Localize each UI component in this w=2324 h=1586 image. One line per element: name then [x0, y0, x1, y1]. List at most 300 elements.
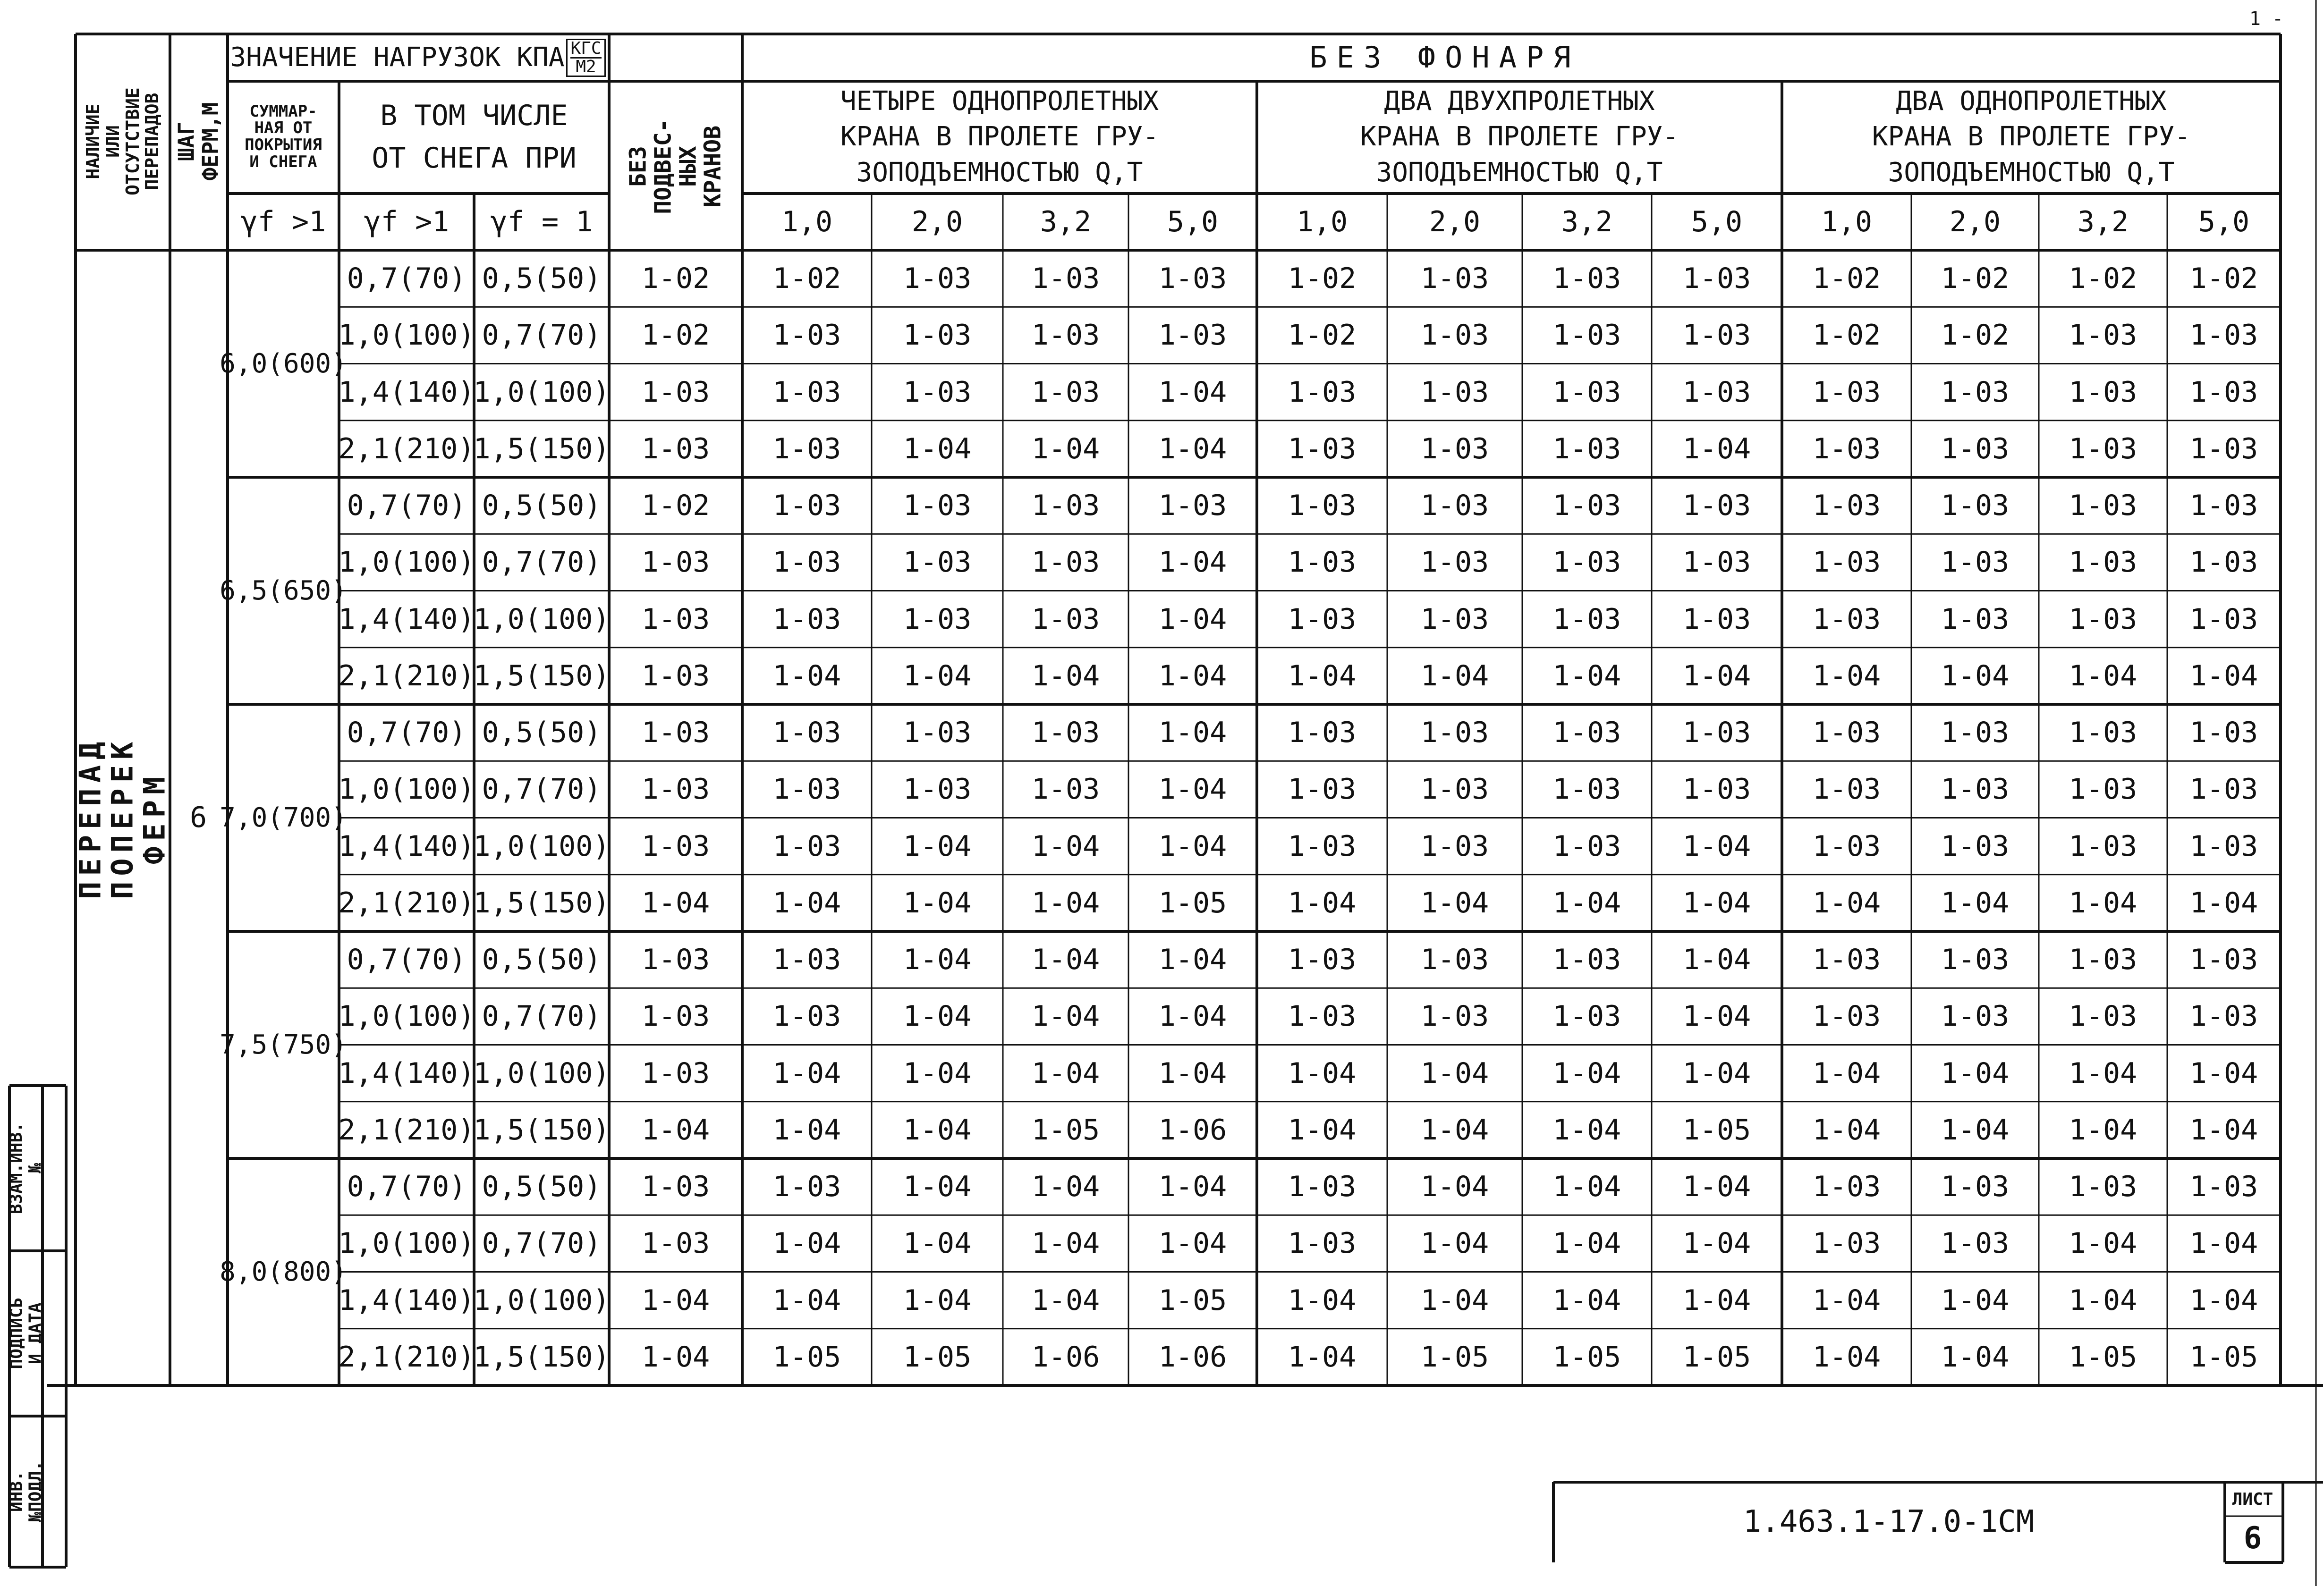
- truss-mark-cell: 1-03: [2189, 1000, 2258, 1033]
- truss-mark-cell: 1-04: [1420, 1283, 1489, 1317]
- snow-load-gt1-value: 2,1(210): [338, 886, 475, 920]
- truss-mark-cell: 1-04: [1420, 1113, 1489, 1147]
- truss-mark-cell: 1-03: [1031, 319, 1100, 352]
- truss-mark-cell: 1-04: [1158, 773, 1227, 806]
- truss-mark-cell: 1-04: [2189, 1113, 2258, 1147]
- truss-mark-cell: 1-04: [2069, 1227, 2137, 1260]
- truss-mark-cell: 1-03: [1288, 1227, 1357, 1260]
- snow-load-gt1-value: 1,0(100): [338, 773, 475, 806]
- capacity-header-cell: 2,0: [911, 205, 963, 238]
- step-value: 6: [189, 801, 207, 834]
- truss-mark-cell: 1-03: [641, 375, 710, 409]
- truss-mark-cell: 1-05: [1682, 1113, 1751, 1147]
- truss-mark-cell: 1-03: [1812, 546, 1881, 579]
- snow-load-gt1-value: 2,1(210): [338, 432, 475, 465]
- gamma-snow-gt-header: γf >1: [364, 205, 450, 238]
- truss-mark-cell: 1-03: [1812, 602, 1881, 636]
- truss-mark-cell: 1-03: [2069, 546, 2137, 579]
- truss-mark-cell: 1-03: [1288, 375, 1357, 409]
- truss-mark-cell: 1-03: [1812, 829, 1881, 863]
- truss-mark-cell: 1-04: [1682, 1283, 1751, 1317]
- truss-mark-cell: 1-04: [1288, 659, 1357, 692]
- truss-mark-cell: 1-04: [641, 886, 710, 920]
- truss-mark-cell: 1-02: [1812, 262, 1881, 295]
- capacity-header-cell: 1,0: [1821, 205, 1873, 238]
- truss-mark-cell: 1-04: [1941, 1056, 2010, 1090]
- stamp-signature-date: ПОДПИСЬ И ДАТА: [7, 1298, 45, 1369]
- truss-mark-cell: 1-03: [1552, 546, 1621, 579]
- truss-mark-cell: 1-03: [1288, 432, 1357, 465]
- truss-mark-cell: 1-03: [1158, 262, 1227, 295]
- truss-mark-cell: 1-04: [2189, 1056, 2258, 1090]
- truss-mark-cell: 1-03: [2189, 432, 2258, 465]
- truss-mark-cell: 1-04: [772, 886, 841, 920]
- snow-load-gt1-value: 1,4(140): [338, 602, 475, 636]
- capacity-header-cell: 3,2: [2077, 205, 2129, 238]
- truss-mark-cell: 1-03: [1420, 489, 1489, 523]
- truss-mark-cell: 1-02: [772, 262, 841, 295]
- truss-mark-cell: 1-04: [1552, 1227, 1621, 1260]
- truss-mark-cell: 1-02: [641, 319, 710, 352]
- truss-mark-cell: 1-04: [1158, 375, 1227, 409]
- including-snow-header: В ТОМ ЧИСЛЕ ОТ СНЕГА ПРИ: [372, 99, 577, 175]
- truss-mark-cell: 1-03: [772, 546, 841, 579]
- truss-mark-cell: 1-04: [1682, 1227, 1751, 1260]
- truss-mark-cell: 1-03: [1420, 262, 1489, 295]
- truss-mark-cell: 1-02: [2189, 262, 2258, 295]
- truss-mark-cell: 1-03: [1552, 319, 1621, 352]
- snow-load-eq1-value: 0,7(70): [482, 1000, 602, 1033]
- snow-load-gt1-value: 0,7(70): [347, 716, 466, 750]
- truss-mark-cell: 1-03: [2069, 716, 2137, 750]
- truss-mark-cell: 1-03: [772, 375, 841, 409]
- truss-mark-cell: 1-04: [1812, 1340, 1881, 1374]
- snow-load-gt1-value: 1,0(100): [338, 546, 475, 579]
- truss-mark-cell: 1-04: [1682, 1170, 1751, 1204]
- truss-mark-cell: 1-04: [1031, 1000, 1100, 1033]
- truss-mark-cell: 1-04: [1288, 1056, 1357, 1090]
- truss-mark-cell: 1-04: [2069, 1056, 2137, 1090]
- truss-mark-cell: 1-04: [2189, 1283, 2258, 1317]
- truss-mark-cell: 1-04: [2189, 659, 2258, 692]
- truss-mark-cell: 1-04: [1420, 659, 1489, 692]
- truss-mark-cell: 1-05: [903, 1340, 972, 1374]
- truss-mark-cell: 1-03: [772, 1170, 841, 1204]
- truss-mark-cell: 1-05: [1552, 1340, 1621, 1374]
- truss-mark-cell: 1-03: [1552, 602, 1621, 636]
- truss-mark-cell: 1-04: [1552, 659, 1621, 692]
- truss-mark-cell: 1-03: [772, 432, 841, 465]
- truss-mark-cell: 1-04: [903, 432, 972, 465]
- truss-mark-cell: 1-03: [641, 659, 710, 692]
- truss-mark-cell: 1-02: [1941, 262, 2010, 295]
- truss-mark-cell: 1-03: [1420, 546, 1489, 579]
- truss-mark-cell: 1-04: [903, 1000, 972, 1033]
- truss-mark-cell: 1-03: [641, 943, 710, 977]
- sheet-label: ЛИСТ: [2232, 1490, 2273, 1510]
- truss-mark-cell: 1-04: [1158, 943, 1227, 977]
- truss-mark-cell: 1-04: [1420, 1227, 1489, 1260]
- snow-load-eq1-value: 0,7(70): [482, 773, 602, 806]
- capacity-header-cell: 1,0: [781, 205, 833, 238]
- truss-mark-cell: 1-03: [1158, 489, 1227, 523]
- total-load-value: 6,5(650): [220, 575, 347, 606]
- truss-mark-cell: 1-03: [1812, 1227, 1881, 1260]
- truss-mark-cell: 1-03: [1941, 773, 2010, 806]
- truss-mark-cell: 1-04: [1031, 1227, 1100, 1260]
- truss-mark-cell: 1-04: [1031, 1056, 1100, 1090]
- truss-mark-cell: 1-04: [2069, 659, 2137, 692]
- truss-mark-cell: 1-03: [1941, 943, 2010, 977]
- snow-load-gt1-value: 2,1(210): [338, 1340, 475, 1374]
- truss-mark-cell: 1-03: [1941, 432, 2010, 465]
- truss-mark-cell: 1-03: [1420, 1000, 1489, 1033]
- truss-mark-cell: 1-04: [1031, 886, 1100, 920]
- truss-mark-cell: 1-03: [2189, 546, 2258, 579]
- truss-mark-cell: 1-04: [1552, 1170, 1621, 1204]
- snow-load-eq1-value: 0,7(70): [482, 546, 602, 579]
- truss-mark-cell: 1-03: [2189, 1170, 2258, 1204]
- snow-load-eq1-value: 0,5(50): [482, 943, 602, 977]
- truss-mark-cell: 1-03: [1682, 546, 1751, 579]
- truss-mark-cell: 1-03: [1031, 375, 1100, 409]
- truss-mark-cell: 1-02: [1288, 262, 1357, 295]
- truss-mark-cell: 1-04: [903, 943, 972, 977]
- truss-mark-cell: 1-05: [1158, 1283, 1227, 1317]
- truss-mark-cell: 1-03: [903, 773, 972, 806]
- truss-mark-cell: 1-03: [1031, 262, 1100, 295]
- truss-mark-cell: 1-04: [1031, 1283, 1100, 1317]
- truss-mark-cell: 1-04: [641, 1283, 710, 1317]
- truss-mark-cell: 1-04: [1158, 546, 1227, 579]
- truss-mark-cell: 1-04: [772, 1113, 841, 1147]
- truss-mark-cell: 1-04: [1682, 659, 1751, 692]
- truss-mark-cell: 1-03: [1031, 716, 1100, 750]
- truss-mark-cell: 1-03: [772, 773, 841, 806]
- truss-mark-cell: 1-03: [903, 716, 972, 750]
- truss-mark-cell: 1-04: [1158, 659, 1227, 692]
- truss-mark-cell: 1-04: [1552, 886, 1621, 920]
- snow-load-gt1-value: 1,0(100): [338, 319, 475, 352]
- gamma-snow-eq-header: γf = 1: [490, 205, 593, 238]
- capacity-header-cell: 2,0: [1949, 205, 2001, 238]
- truss-mark-cell: 1-03: [1420, 773, 1489, 806]
- snow-load-gt1-value: 0,7(70): [347, 262, 466, 295]
- truss-mark-cell: 1-03: [772, 943, 841, 977]
- truss-mark-cell: 1-03: [1552, 1000, 1621, 1033]
- capacity-header-cell: 2,0: [1429, 205, 1481, 238]
- truss-mark-cell: 1-06: [1158, 1113, 1227, 1147]
- sheet-number: 6: [2243, 1520, 2262, 1556]
- crane-group-header-3: ДВА ОДНОПРОЛЕТНЫХ КРАНА В ПРОЛЕТЕ ГРУ- ЗОПОДЪЕМНОСТЬЮ Q,Т: [1872, 85, 2191, 188]
- truss-mark-cell: 1-03: [2189, 319, 2258, 352]
- truss-mark-cell: 1-04: [772, 659, 841, 692]
- truss-mark-cell: 1-03: [772, 319, 841, 352]
- truss-mark-cell: 1-02: [2069, 262, 2137, 295]
- truss-mark-cell: 1-03: [1288, 943, 1357, 977]
- presence-value: ПЕРЕПАД ПОПЕРЕК ФЕРМ: [73, 736, 172, 900]
- truss-mark-cell: 1-03: [641, 1056, 710, 1090]
- truss-mark-cell: 1-03: [772, 716, 841, 750]
- truss-mark-cell: 1-03: [1812, 1170, 1881, 1204]
- truss-mark-cell: 1-04: [1941, 886, 2010, 920]
- total-load-value: 7,5(750): [220, 1029, 347, 1060]
- snow-load-eq1-value: 0,5(50): [482, 1170, 602, 1204]
- truss-mark-cell: 1-03: [1941, 829, 2010, 863]
- truss-mark-cell: 1-03: [641, 432, 710, 465]
- truss-mark-cell: 1-03: [903, 375, 972, 409]
- truss-mark-cell: 1-03: [641, 829, 710, 863]
- truss-mark-cell: 1-04: [1158, 829, 1227, 863]
- truss-mark-cell: 1-03: [903, 489, 972, 523]
- truss-mark-cell: 1-04: [2069, 886, 2137, 920]
- truss-mark-cell: 1-04: [1812, 1056, 1881, 1090]
- truss-mark-cell: 1-03: [2189, 716, 2258, 750]
- truss-mark-cell: 1-03: [1682, 773, 1751, 806]
- truss-mark-cell: 1-03: [1552, 716, 1621, 750]
- snow-load-eq1-value: 1,5(150): [473, 432, 610, 465]
- truss-mark-cell: 1-03: [1288, 716, 1357, 750]
- truss-mark-cell: 1-04: [1812, 886, 1881, 920]
- capacity-header-cell: 3,2: [1561, 205, 1613, 238]
- truss-mark-cell: 1-03: [641, 716, 710, 750]
- snow-load-gt1-value: 0,7(70): [347, 1170, 466, 1204]
- truss-mark-cell: 1-04: [903, 1056, 972, 1090]
- truss-mark-cell: 1-04: [1031, 432, 1100, 465]
- truss-mark-cell: 1-04: [1812, 1283, 1881, 1317]
- truss-mark-cell: 1-04: [1031, 943, 1100, 977]
- truss-mark-cell: 1-03: [1420, 602, 1489, 636]
- truss-mark-cell: 1-04: [1552, 1113, 1621, 1147]
- truss-mark-cell: 1-02: [641, 262, 710, 295]
- truss-mark-cell: 1-03: [1288, 1000, 1357, 1033]
- truss-mark-cell: 1-03: [1031, 773, 1100, 806]
- gamma-total-header: γf >1: [240, 205, 326, 238]
- truss-mark-cell: 1-04: [1812, 1113, 1881, 1147]
- truss-mark-cell: 1-03: [1941, 375, 2010, 409]
- truss-mark-cell: 1-05: [772, 1340, 841, 1374]
- truss-mark-cell: 1-03: [1158, 319, 1227, 352]
- truss-mark-cell: 1-04: [2189, 1227, 2258, 1260]
- truss-mark-cell: 1-03: [1420, 319, 1489, 352]
- truss-mark-cell: 1-04: [641, 1113, 710, 1147]
- truss-mark-cell: 1-04: [1941, 1283, 2010, 1317]
- truss-mark-cell: 1-03: [2189, 773, 2258, 806]
- truss-mark-cell: 1-03: [1941, 716, 2010, 750]
- truss-mark-cell: 1-04: [1682, 1056, 1751, 1090]
- truss-mark-cell: 1-03: [1941, 602, 2010, 636]
- presence-column-header: НАЛИЧИЕ ИЛИ ОТСУТСТВИЕ ПЕРЕПАДОВ: [82, 87, 162, 196]
- truss-mark-cell: 1-04: [1158, 1000, 1227, 1033]
- snow-load-eq1-value: 1,0(100): [473, 829, 610, 863]
- snow-load-eq1-value: 1,0(100): [473, 1056, 610, 1090]
- truss-mark-cell: 1-04: [903, 659, 972, 692]
- truss-mark-cell: 1-04: [1288, 886, 1357, 920]
- truss-mark-cell: 1-03: [1288, 773, 1357, 806]
- truss-mark-cell: 1-02: [1941, 319, 2010, 352]
- capacity-header-cell: 3,2: [1040, 205, 1092, 238]
- truss-mark-cell: 1-04: [1158, 1227, 1227, 1260]
- truss-mark-cell: 1-04: [1552, 1056, 1621, 1090]
- snow-load-gt1-value: 1,4(140): [338, 375, 475, 409]
- truss-mark-cell: 1-03: [1941, 489, 2010, 523]
- snow-load-eq1-value: 1,0(100): [473, 375, 610, 409]
- truss-mark-cell: 1-03: [2189, 489, 2258, 523]
- total-load-value: 7,0(700): [220, 802, 347, 833]
- truss-mark-cell: 1-03: [1812, 489, 1881, 523]
- truss-mark-cell: 1-04: [1158, 716, 1227, 750]
- truss-mark-cell: 1-03: [1552, 489, 1621, 523]
- truss-mark-cell: 1-03: [2069, 319, 2137, 352]
- truss-mark-cell: 1-03: [772, 829, 841, 863]
- document-code: 1.463.1-17.0-1CM: [1743, 1504, 2035, 1540]
- snow-load-eq1-value: 1,0(100): [473, 602, 610, 636]
- truss-mark-cell: 1-04: [772, 1056, 841, 1090]
- truss-mark-cell: 1-04: [1812, 659, 1881, 692]
- snow-load-gt1-value: 1,4(140): [338, 1283, 475, 1317]
- truss-mark-cell: 1-04: [772, 1283, 841, 1317]
- loads-unit-fraction: $\frac{\text{КГС}}{М2}$: [566, 39, 605, 77]
- total-load-header: СУММАР- НАЯ ОТ ПОКРЫТИЯ И СНЕГА: [245, 101, 322, 171]
- truss-mark-cell: 1-02: [641, 489, 710, 523]
- total-load-value: 8,0(800): [220, 1257, 347, 1287]
- truss-mark-cell: 1-04: [903, 1227, 972, 1260]
- truss-mark-cell: 1-03: [1941, 1170, 2010, 1204]
- total-load-value: 6,0(600): [220, 348, 347, 379]
- truss-mark-cell: 1-03: [2069, 829, 2137, 863]
- truss-mark-cell: 1-04: [1682, 1000, 1751, 1033]
- snow-load-gt1-value: 0,7(70): [347, 489, 466, 523]
- truss-mark-cell: 1-03: [2069, 773, 2137, 806]
- truss-mark-cell: 1-03: [1812, 773, 1881, 806]
- snow-load-gt1-value: 2,1(210): [338, 1113, 475, 1147]
- truss-mark-cell: 1-03: [903, 319, 972, 352]
- step-column-header: ШАГ ФЕРМ,М: [173, 102, 223, 181]
- truss-mark-cell: 1-03: [1420, 432, 1489, 465]
- truss-mark-cell: 1-03: [1682, 602, 1751, 636]
- truss-mark-cell: 1-04: [2069, 1283, 2137, 1317]
- truss-mark-cell: 1-03: [641, 1000, 710, 1033]
- truss-mark-cell: 1-04: [1682, 886, 1751, 920]
- snow-load-eq1-value: 0,5(50): [482, 716, 602, 750]
- truss-mark-cell: 1-03: [2189, 943, 2258, 977]
- snow-load-eq1-value: 1,0(100): [473, 1283, 610, 1317]
- truss-mark-cell: 1-06: [1031, 1340, 1100, 1374]
- truss-mark-cell: 1-04: [772, 1227, 841, 1260]
- truss-mark-cell: 1-03: [641, 602, 710, 636]
- truss-mark-cell: 1-03: [1031, 489, 1100, 523]
- snow-load-gt1-value: 1,4(140): [338, 1056, 475, 1090]
- snow-load-eq1-value: 1,5(150): [473, 886, 610, 920]
- truss-mark-cell: 1-04: [1682, 432, 1751, 465]
- corner-mark: 1 -: [2249, 8, 2284, 30]
- capacity-header-cell: 5,0: [1691, 205, 1743, 238]
- truss-mark-cell: 1-03: [1288, 602, 1357, 636]
- truss-mark-cell: 1-05: [1420, 1340, 1489, 1374]
- truss-mark-cell: 1-04: [1552, 1283, 1621, 1317]
- truss-mark-cell: 1-03: [641, 773, 710, 806]
- capacity-header-cell: 5,0: [1167, 205, 1219, 238]
- truss-mark-cell: 1-02: [1812, 319, 1881, 352]
- snow-load-eq1-value: 0,5(50): [482, 489, 602, 523]
- truss-mark-cell: 1-04: [903, 829, 972, 863]
- crane-group-header-1: ЧЕТЫРЕ ОДНОПРОЛЕТНЫХ КРАНА В ПРОЛЕТЕ ГРУ- ЗОПОДЪЕМНОСТЬЮ Q,Т: [840, 85, 1159, 188]
- truss-mark-cell: 1-04: [903, 1170, 972, 1204]
- snow-load-eq1-value: 1,5(150): [473, 1113, 610, 1147]
- snow-load-eq1-value: 1,5(150): [473, 659, 610, 692]
- truss-mark-cell: 1-04: [1288, 1283, 1357, 1317]
- snow-load-gt1-value: 1,0(100): [338, 1000, 475, 1033]
- truss-mark-cell: 1-04: [1158, 432, 1227, 465]
- truss-mark-cell: 1-03: [1420, 375, 1489, 409]
- truss-mark-cell: 1-04: [1682, 943, 1751, 977]
- truss-mark-cell: 1-04: [1941, 659, 2010, 692]
- truss-mark-cell: 1-03: [1288, 1170, 1357, 1204]
- truss-mark-cell: 1-03: [772, 602, 841, 636]
- truss-mark-cell: 1-03: [1812, 716, 1881, 750]
- truss-mark-cell: 1-04: [1158, 1056, 1227, 1090]
- truss-mark-cell: 1-03: [1682, 489, 1751, 523]
- truss-mark-cell: 1-03: [1682, 319, 1751, 352]
- truss-mark-cell: 1-04: [1031, 659, 1100, 692]
- truss-mark-cell: 1-04: [1031, 829, 1100, 863]
- truss-mark-cell: 1-05: [1031, 1113, 1100, 1147]
- truss-mark-cell: 1-03: [1812, 1000, 1881, 1033]
- truss-mark-cell: 1-04: [641, 1340, 710, 1374]
- truss-mark-cell: 1-03: [1552, 262, 1621, 295]
- truss-mark-cell: 1-03: [641, 546, 710, 579]
- truss-mark-cell: 1-03: [1941, 546, 2010, 579]
- truss-mark-cell: 1-04: [1288, 1340, 1357, 1374]
- truss-mark-cell: 1-03: [2069, 375, 2137, 409]
- snow-load-eq1-value: 0,7(70): [482, 319, 602, 352]
- truss-mark-cell: 1-03: [1552, 773, 1621, 806]
- truss-mark-cell: 1-04: [903, 886, 972, 920]
- truss-mark-cell: 1-03: [1420, 716, 1489, 750]
- truss-mark-cell: 1-05: [1158, 886, 1227, 920]
- truss-mark-cell: 1-03: [2069, 602, 2137, 636]
- truss-mark-cell: 1-03: [641, 1170, 710, 1204]
- truss-mark-cell: 1-03: [1552, 432, 1621, 465]
- truss-mark-cell: 1-04: [1031, 1170, 1100, 1204]
- snow-load-gt1-value: 2,1(210): [338, 659, 475, 692]
- no-cranes-header: БЕЗ ПОДВЕС- НЫХ КРАНОВ: [625, 118, 726, 214]
- truss-mark-cell: 1-03: [1552, 943, 1621, 977]
- capacity-header-cell: 1,0: [1296, 205, 1348, 238]
- truss-mark-cell: 1-02: [1288, 319, 1357, 352]
- truss-mark-cell: 1-03: [1420, 943, 1489, 977]
- truss-mark-cell: 1-03: [1682, 375, 1751, 409]
- truss-mark-cell: 1-03: [1552, 375, 1621, 409]
- truss-mark-cell: 1-03: [2069, 489, 2137, 523]
- truss-mark-cell: 1-03: [1288, 829, 1357, 863]
- snow-load-eq1-value: 0,7(70): [482, 1227, 602, 1260]
- truss-mark-cell: 1-04: [2189, 886, 2258, 920]
- snow-load-gt1-value: 1,4(140): [338, 829, 475, 863]
- truss-mark-cell: 1-05: [1682, 1340, 1751, 1374]
- truss-mark-cell: 1-04: [1420, 1056, 1489, 1090]
- truss-mark-cell: 1-03: [2069, 432, 2137, 465]
- loads-header: ЗНАЧЕНИЕ НАГРУЗОК КПА $\frac{\text{КГС}}{М2}$: [227, 34, 609, 81]
- stamp-replacement-inventory: ВЗАМ.ИНВ.№: [7, 1122, 45, 1215]
- snow-load-gt1-value: 0,7(70): [347, 943, 466, 977]
- truss-mark-cell: 1-03: [2189, 829, 2258, 863]
- truss-mark-cell: 1-03: [1420, 829, 1489, 863]
- truss-mark-cell: 1-03: [2069, 1170, 2137, 1204]
- truss-mark-cell: 1-04: [1941, 1340, 2010, 1374]
- truss-mark-cell: 1-03: [1031, 602, 1100, 636]
- truss-mark-cell: 1-03: [903, 546, 972, 579]
